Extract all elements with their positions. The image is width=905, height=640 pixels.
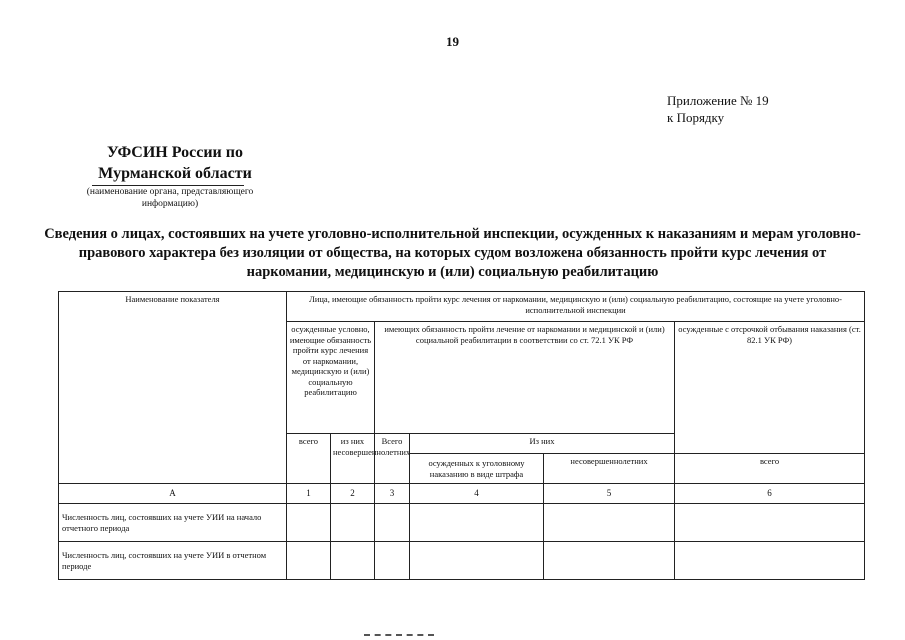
column-index: 6 [675,484,865,504]
header-art-72-1: имеющих обязанность пройти лечение от наркомании и медицинской и (или) социальной реабилитации в соответствии со ст. 72.1 УК РФ [375,322,675,434]
header-art-82-1: осужденные с отсрочкой отбывания наказания (ст. 82.1 УК РФ) [675,322,865,454]
header-group: Лица, имеющие обязанность пройти курс лечения от наркомании, медицинскую и (или) социальную реабилитацию, состоящие на учете уголовно-исполнительной инспекции [287,292,865,322]
data-cell[interactable] [675,542,865,580]
header-indicator-name: Наименование показателя [59,292,287,484]
data-cell[interactable] [331,504,375,542]
header-total-3: всего [675,454,865,484]
appendix-reference [667,92,769,126]
column-index: 1 [287,484,331,504]
data-cell[interactable] [544,504,675,542]
appendix-line-2: к Порядку [667,110,725,125]
data-cell[interactable] [544,542,675,580]
column-index: 3 [375,484,410,504]
data-cell[interactable] [375,504,410,542]
header-of-them: Из них [410,434,675,454]
table-row [59,504,865,542]
data-cell[interactable] [287,542,331,580]
column-index: 5 [544,484,675,504]
page-number: 19 [446,34,459,49]
row-label: Численность лиц, состоявших на учете УИИ в отчетном периоде [59,542,287,580]
header-conditional: осужденные условно, имеющие обязанность пройти курс лечения от наркомании, медицинскую и (или) социальную реабилитацию [287,322,375,434]
data-cell[interactable] [410,542,544,580]
data-cell[interactable] [375,542,410,580]
column-index: 4 [410,484,544,504]
authority-caption: (наименование органа, представляющего информацию) [86,187,254,209]
header-row-1 [59,292,865,322]
header-total-1: всего [287,434,331,484]
header-minors-2: несовершеннолетних [544,454,675,484]
column-index-row [59,484,865,504]
data-cell[interactable] [287,504,331,542]
document-title: Сведения о лицах, состоявших на учете уголовно-исполнительной инспекции, осужденных к наказаниям и мерам уголовно-правового характера без изоляции от общества, на которых судом возложена обязанность пройти курс лечения от наркомании, медицинскую и (или) социальную реабилитацию [44,226,861,280]
scan-artifact-line [364,634,434,636]
header-total-2: Всего [375,434,410,484]
column-index: 2 [331,484,375,504]
data-cell[interactable] [675,504,865,542]
data-cell[interactable] [410,504,544,542]
table-row [59,542,865,580]
column-index: А [59,484,287,504]
authority-name: УФСИН России по Мурманской области [98,144,252,182]
data-cell[interactable] [331,542,375,580]
row-label: Численность лиц, состоявших на учете УИИ на начало отчетного периода [59,504,287,542]
report-table [58,291,865,580]
header-minors-1: из них несовершеннолетних [331,434,375,484]
appendix-line-1: Приложение № 19 [667,93,769,108]
header-fine: осужденных к уголовному наказанию в виде штрафа [410,454,544,484]
